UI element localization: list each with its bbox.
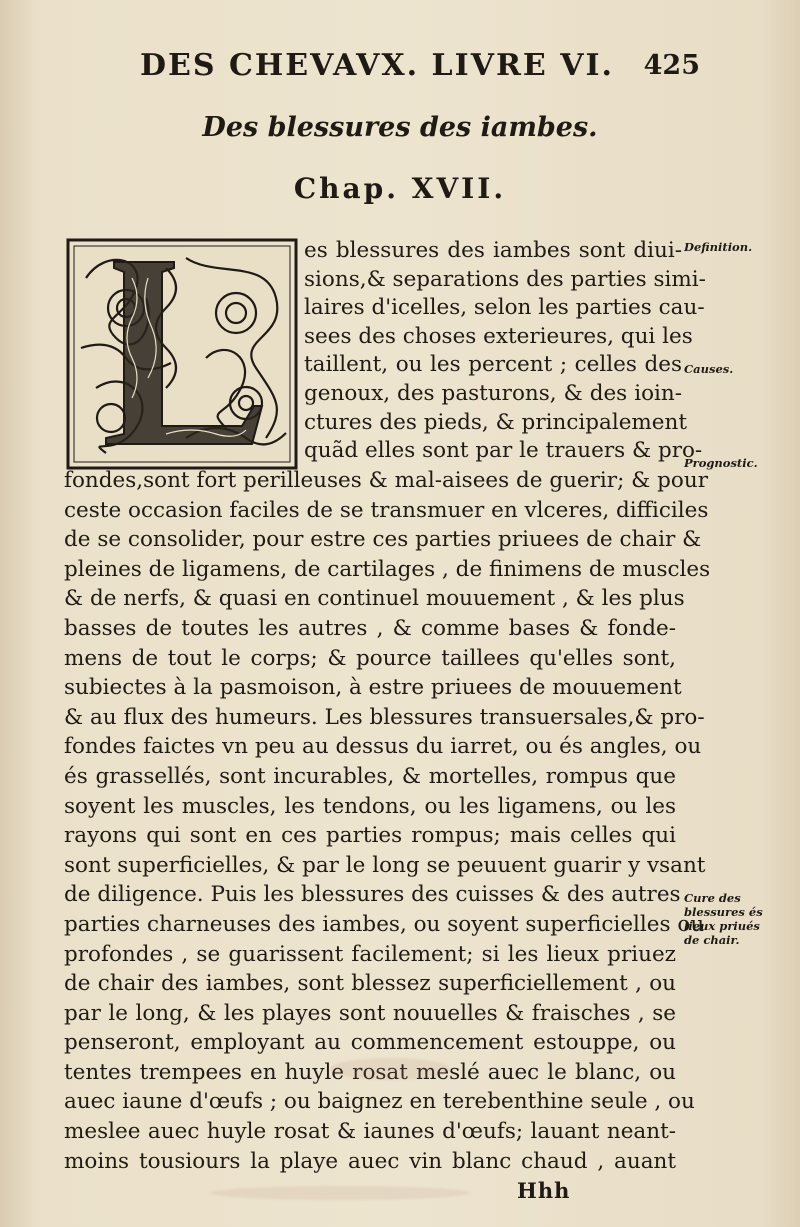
text-line: fondes faictes vn peu au dessus du iarret, ou és angles, ou xyxy=(64,734,702,760)
text-line: basses de toutes les autres , & comme bases & fonde- xyxy=(64,615,676,641)
text-line: & de nerfs, & quasi en continuel mouuement , & les plus xyxy=(64,586,685,612)
opening-lines xyxy=(304,237,706,466)
signature-mark: Hhh xyxy=(517,1178,571,1203)
text-line: sees des choses exterieures, qui les xyxy=(304,323,693,349)
text-line: penseront, employant au commencement estouppe, ou xyxy=(64,1030,676,1056)
text-line: ceste occasion faciles de se transmuer en vlceres, difficiles xyxy=(64,497,709,523)
text-line: ctures des pieds, & principalement xyxy=(304,409,688,435)
running-head: DES CHEVAVX. LIVRE VI. xyxy=(140,48,614,83)
margin-note-line: Cure des xyxy=(684,891,741,905)
text-line: parties charneuses des iambes, ou soyent superficielles ou xyxy=(64,911,705,937)
text-line: sions,& separations des parties simi- xyxy=(304,266,706,292)
text-line: pleines de ligamens, de cartilages , de finimens de muscles xyxy=(64,556,711,582)
stain-mark xyxy=(210,1186,470,1200)
page-number: 425 xyxy=(643,50,700,81)
text-line: moins tousiours la playe auec vin blanc chaud , auant xyxy=(64,1148,676,1174)
chapter-heading: Chap. XVII. xyxy=(293,172,507,205)
text-line: laires d'icelles, selon les parties cau- xyxy=(304,295,705,321)
margin-note-prognostic: Prognostic. xyxy=(684,456,758,470)
text-line: de se consolider, pour estre ces parties priuees de chair & xyxy=(64,527,702,553)
text-line: auec iaune d'œufs ; ou baignez en terebenthine seule , ou xyxy=(64,1089,695,1115)
page-header xyxy=(140,48,700,88)
text-line: de chair des iambes, sont blessez superficiellement , ou xyxy=(64,971,676,997)
text-line: quãd elles sont par le trauers & pro- xyxy=(304,438,703,464)
text-line: fondes,sont fort perilleuses & mal-aisees de guerir; & pour xyxy=(64,468,708,493)
text-line: & au flux des humeurs. Les blessures transuersales,& pro- xyxy=(64,704,705,730)
text-line: rayons qui sont en ces parties rompus; mais celles qui xyxy=(64,823,676,849)
text-line: es blessures des iambes sont diui- xyxy=(304,238,682,263)
text-line: sont superficielles, & par le long se peuuent guarir y vsant xyxy=(64,852,706,878)
text-line: de diligence. Puis les blessures des cuisses & des autres xyxy=(64,882,681,908)
text-line: profondes , se guarissent facilement; si les lieux priuez xyxy=(64,941,676,967)
text-line: genoux, des pasturons, & des ioin- xyxy=(304,380,682,406)
text-line: taillent, ou les percent ; celles des xyxy=(304,352,682,378)
text-line: meslee auec huyle rosat & iaunes d'œufs; lauant neant- xyxy=(64,1119,676,1145)
text-line: par le long, & les playes sont nouuelles & fraisches , se xyxy=(64,1000,676,1026)
text-line: tentes trempees en huyle rosat meslé auec le blanc, ou xyxy=(64,1059,676,1085)
text-line: mens de tout le corps; & pource taillees qu'elles sont, xyxy=(64,645,676,671)
margin-note-definition: Definition. xyxy=(684,240,753,254)
margin-note-line: lieux priués xyxy=(684,919,760,933)
stain-mark xyxy=(330,1058,450,1080)
text-line: és grassellés, sont incurables, & mortelles, rompus que xyxy=(64,763,676,789)
text-line: soyent les muscles, les tendons, ou les ligamens, ou les xyxy=(64,793,676,819)
margin-note-line: de chair. xyxy=(684,933,740,947)
decorated-initial-illustration xyxy=(66,238,298,470)
section-title: Des blessures des iambes. xyxy=(202,112,598,143)
text-line: subiectes à la pasmoison, à estre priuees de mouuement xyxy=(64,675,682,701)
margin-note-cure xyxy=(684,891,763,947)
margin-note-line: blessures és xyxy=(684,905,763,919)
margin-note-causes: Causes. xyxy=(684,362,734,376)
